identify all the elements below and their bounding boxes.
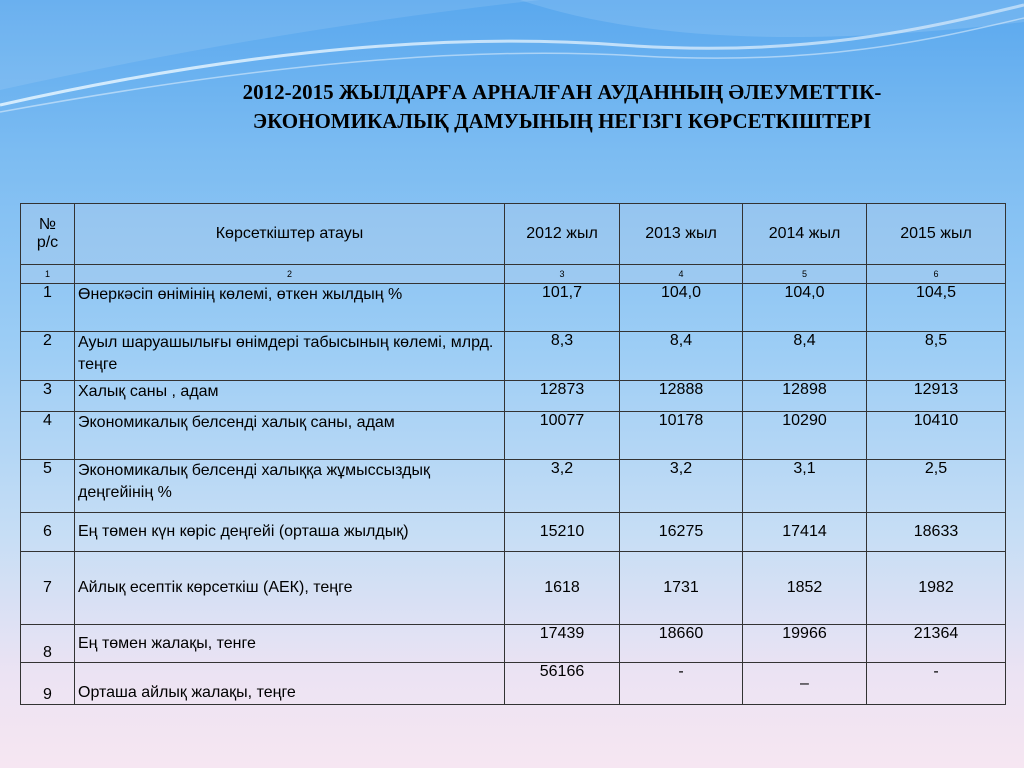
column-number: 1 bbox=[21, 265, 75, 284]
header-no-line1: № bbox=[38, 216, 57, 233]
value-2015: 10410 bbox=[867, 412, 1006, 460]
value-2015: 2,5 bbox=[867, 460, 1006, 513]
indicators-table bbox=[20, 203, 1006, 705]
table-header-row bbox=[21, 204, 1006, 265]
row-number: 4 bbox=[21, 412, 75, 460]
value-2013: 12888 bbox=[620, 381, 743, 412]
value-2012: 12873 bbox=[505, 381, 620, 412]
row-number: 7 bbox=[21, 552, 75, 625]
row-name: Айлық есептік көрсеткіш (АЕК), теңге bbox=[75, 552, 505, 625]
header-2015: 2015 жыл bbox=[867, 204, 1006, 265]
value-2014: 3,1 bbox=[743, 460, 867, 513]
value-2015: 1982 bbox=[867, 552, 1006, 625]
value-2014: 12898 bbox=[743, 381, 867, 412]
header-2012: 2012 жыл bbox=[505, 204, 620, 265]
value-2014: 17414 bbox=[743, 513, 867, 552]
row-name: Орташа айлық жалақы, теңге bbox=[75, 663, 505, 705]
header-no bbox=[21, 204, 75, 265]
row-name: Ең төмен күн көріс деңгейі (орташа жылдық) bbox=[75, 513, 505, 552]
value-2015: 12913 bbox=[867, 381, 1006, 412]
value-2015: 21364 bbox=[867, 625, 1006, 663]
value-2013: 18660 bbox=[620, 625, 743, 663]
slide-title-line1: 2012-2015 ЖЫЛДАРҒА АРНАЛҒАН АУДАННЫҢ ӘЛЕУМЕТТІК- bbox=[242, 80, 882, 104]
value-2015: 8,5 bbox=[867, 332, 1006, 381]
table-row bbox=[21, 625, 1006, 663]
row-number: 1 bbox=[21, 284, 75, 332]
column-number: 4 bbox=[620, 265, 743, 284]
value-2013: 10178 bbox=[620, 412, 743, 460]
value-2013: 1731 bbox=[620, 552, 743, 625]
slide-title bbox=[100, 78, 1024, 136]
value-2012: 101,7 bbox=[505, 284, 620, 332]
row-name: Халық саны , адам bbox=[75, 381, 505, 412]
value-2013: - bbox=[620, 663, 743, 705]
value-2012: 8,3 bbox=[505, 332, 620, 381]
row-number: 6 bbox=[21, 513, 75, 552]
row-number: 3 bbox=[21, 381, 75, 412]
value-2014: 8,4 bbox=[743, 332, 867, 381]
row-name: Ауыл шаруашылығы өнімдері табысының көлемі, млрд. теңге bbox=[75, 332, 505, 381]
header-name: Көрсеткіштер атауы bbox=[75, 204, 505, 265]
value-2013: 16275 bbox=[620, 513, 743, 552]
row-number: 2 bbox=[21, 332, 75, 381]
header-2013: 2013 жыл bbox=[620, 204, 743, 265]
value-2012: 1618 bbox=[505, 552, 620, 625]
column-number: 2 bbox=[75, 265, 505, 284]
value-2013: 3,2 bbox=[620, 460, 743, 513]
row-number: 9 bbox=[21, 663, 75, 705]
column-number: 5 bbox=[743, 265, 867, 284]
row-name: Ең төмен жалақы, тенге bbox=[75, 625, 505, 663]
table-row bbox=[21, 381, 1006, 412]
table-row bbox=[21, 460, 1006, 513]
table-row bbox=[21, 284, 1006, 332]
value-2015: 18633 bbox=[867, 513, 1006, 552]
value-2015: 104,5 bbox=[867, 284, 1006, 332]
header-no-line2: р/с bbox=[36, 234, 59, 251]
value-2014: 1852 bbox=[743, 552, 867, 625]
value-2012: 10077 bbox=[505, 412, 620, 460]
table-row bbox=[21, 663, 1006, 705]
header-2014: 2014 жыл bbox=[743, 204, 867, 265]
value-2015: - bbox=[867, 663, 1006, 705]
table-row bbox=[21, 513, 1006, 552]
column-number: 3 bbox=[505, 265, 620, 284]
value-2012: 56166 bbox=[505, 663, 620, 705]
column-number: 6 bbox=[867, 265, 1006, 284]
value-2013: 8,4 bbox=[620, 332, 743, 381]
value-2012: 17439 bbox=[505, 625, 620, 663]
value-2012: 15210 bbox=[505, 513, 620, 552]
value-2014: – bbox=[743, 663, 867, 705]
row-number: 5 bbox=[21, 460, 75, 513]
value-2012: 3,2 bbox=[505, 460, 620, 513]
row-name: Экономикалық белсенді халыққа жұмыссыздық деңгейінің % bbox=[75, 460, 505, 513]
value-2014: 104,0 bbox=[743, 284, 867, 332]
table-row bbox=[21, 332, 1006, 381]
row-number: 8 bbox=[21, 625, 75, 663]
value-2013: 104,0 bbox=[620, 284, 743, 332]
value-2014: 19966 bbox=[743, 625, 867, 663]
value-2014: 10290 bbox=[743, 412, 867, 460]
column-number-row bbox=[21, 265, 1006, 284]
row-name: Өнеркәсіп өнімінің көлемі, өткен жылдың % bbox=[75, 284, 505, 332]
table-row bbox=[21, 552, 1006, 625]
row-name: Экономикалық белсенді халық саны, адам bbox=[75, 412, 505, 460]
table-row bbox=[21, 412, 1006, 460]
slide-title-line2: ЭКОНОМИКАЛЫҚ ДАМУЫНЫҢ НЕГІЗГІ КӨРСЕТКІШТЕРІ bbox=[252, 109, 872, 133]
